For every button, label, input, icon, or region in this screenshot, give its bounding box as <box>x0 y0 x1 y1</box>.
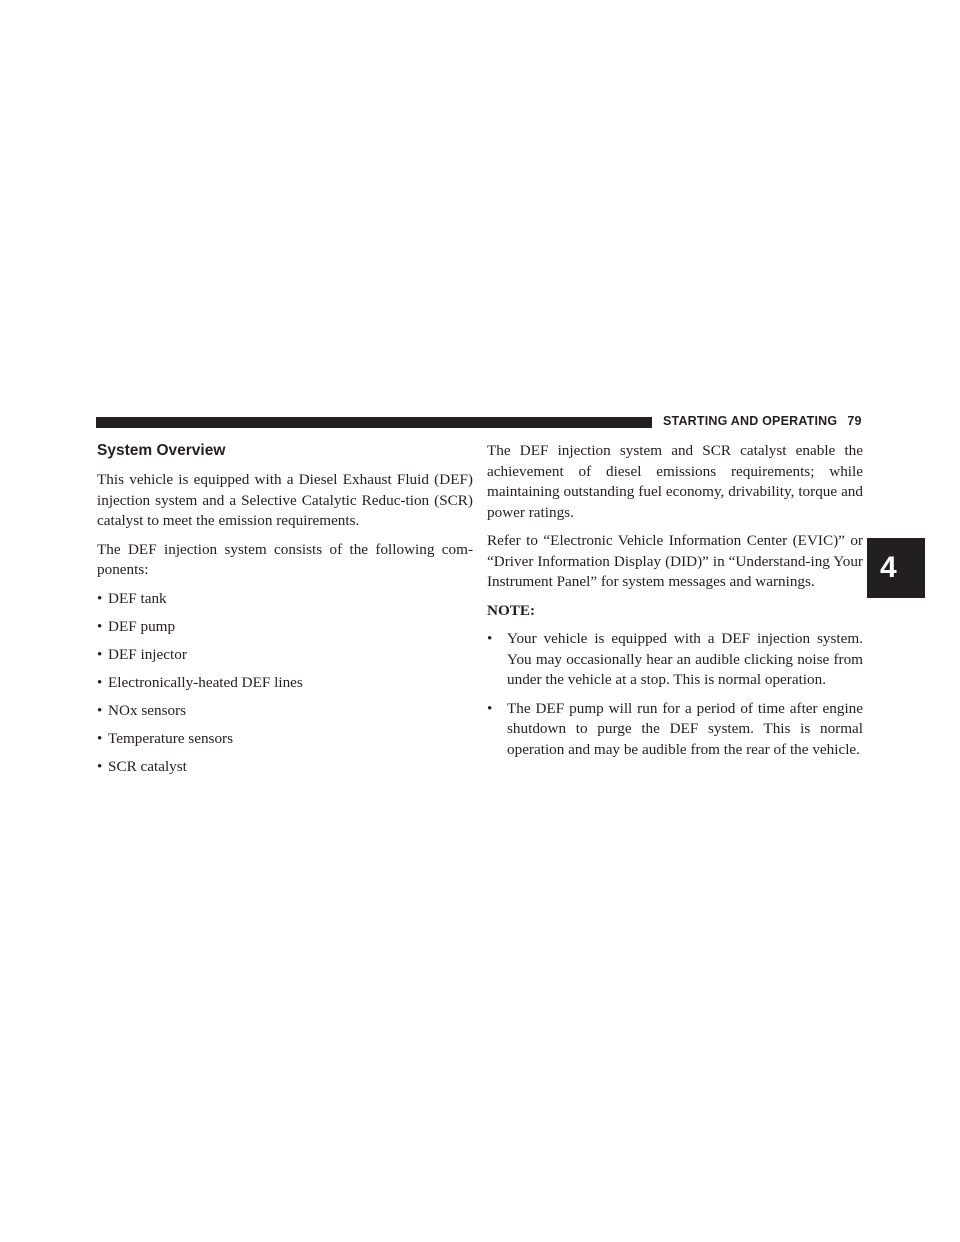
list-item <box>487 629 863 691</box>
list-item-text: Electronically-heated DEF lines <box>108 673 303 691</box>
notes-list <box>487 629 863 760</box>
section-title: STARTING AND OPERATING <box>663 414 838 428</box>
bullet-icon: • <box>97 673 103 691</box>
intro-paragraph: This vehicle is equipped with a Diesel Exhaust Fluid (DEF) injection system and a Selective Catalytic Reduc-tion (SCR) catalyst to meet the emission requirements. <box>97 471 473 529</box>
right-column <box>487 441 863 768</box>
list-item <box>97 673 473 694</box>
bullet-icon: • <box>97 617 103 635</box>
chapter-tab: 4 <box>867 538 925 598</box>
running-header <box>663 414 862 428</box>
benefits-paragraph: The DEF injection system and SCR catalyst enable the achievement of diesel emissions requirements; while maintaining outstanding fuel economy, drivability, torque and power ratings. <box>487 442 863 521</box>
bullet-icon: • <box>97 757 103 775</box>
list-item-text: DEF pump <box>108 617 176 635</box>
components-intro: The DEF injection system consists of the following com-ponents: <box>97 540 473 578</box>
list-item <box>97 757 473 778</box>
list-item-text: DEF tank <box>108 589 167 607</box>
list-item-text: Temperature sensors <box>108 729 234 747</box>
list-item <box>487 699 863 761</box>
list-item-text: SCR catalyst <box>108 757 187 775</box>
page-number: 79 <box>847 414 862 428</box>
list-item-text: DEF injector <box>108 645 187 663</box>
list-item-text: The DEF pump will run for a period of time after engine shutdown to purge the DEF system. This is normal operation and may be audible from the rear of the vehicle. <box>507 699 863 758</box>
refer-paragraph: Refer to “Electronic Vehicle Information Center (EVIC)” or “Driver Information Display (DID)” in “Understand-ing Your Instrument Panel” for system messages and warnings. <box>487 532 863 590</box>
bullet-icon: • <box>97 729 103 747</box>
header-rule <box>96 417 652 428</box>
list-item <box>97 729 473 750</box>
bullet-icon: • <box>97 645 103 663</box>
components-list <box>97 589 473 778</box>
list-item-text: NOx sensors <box>108 701 187 719</box>
note-label: NOTE: <box>487 601 536 619</box>
bullet-icon: • <box>97 701 103 719</box>
list-item <box>97 617 473 638</box>
section-heading: System Overview <box>97 442 226 459</box>
left-column <box>97 441 473 785</box>
bullet-icon: • <box>487 630 493 647</box>
list-item <box>97 645 473 666</box>
list-item <box>97 589 473 610</box>
list-item <box>97 701 473 722</box>
bullet-icon: • <box>97 589 103 607</box>
list-item-text: Your vehicle is equipped with a DEF injection system. You may occasionally hear an audible clicking noise from under the vehicle at a stop. This is normal operation. <box>507 630 863 688</box>
bullet-icon: • <box>487 699 493 717</box>
